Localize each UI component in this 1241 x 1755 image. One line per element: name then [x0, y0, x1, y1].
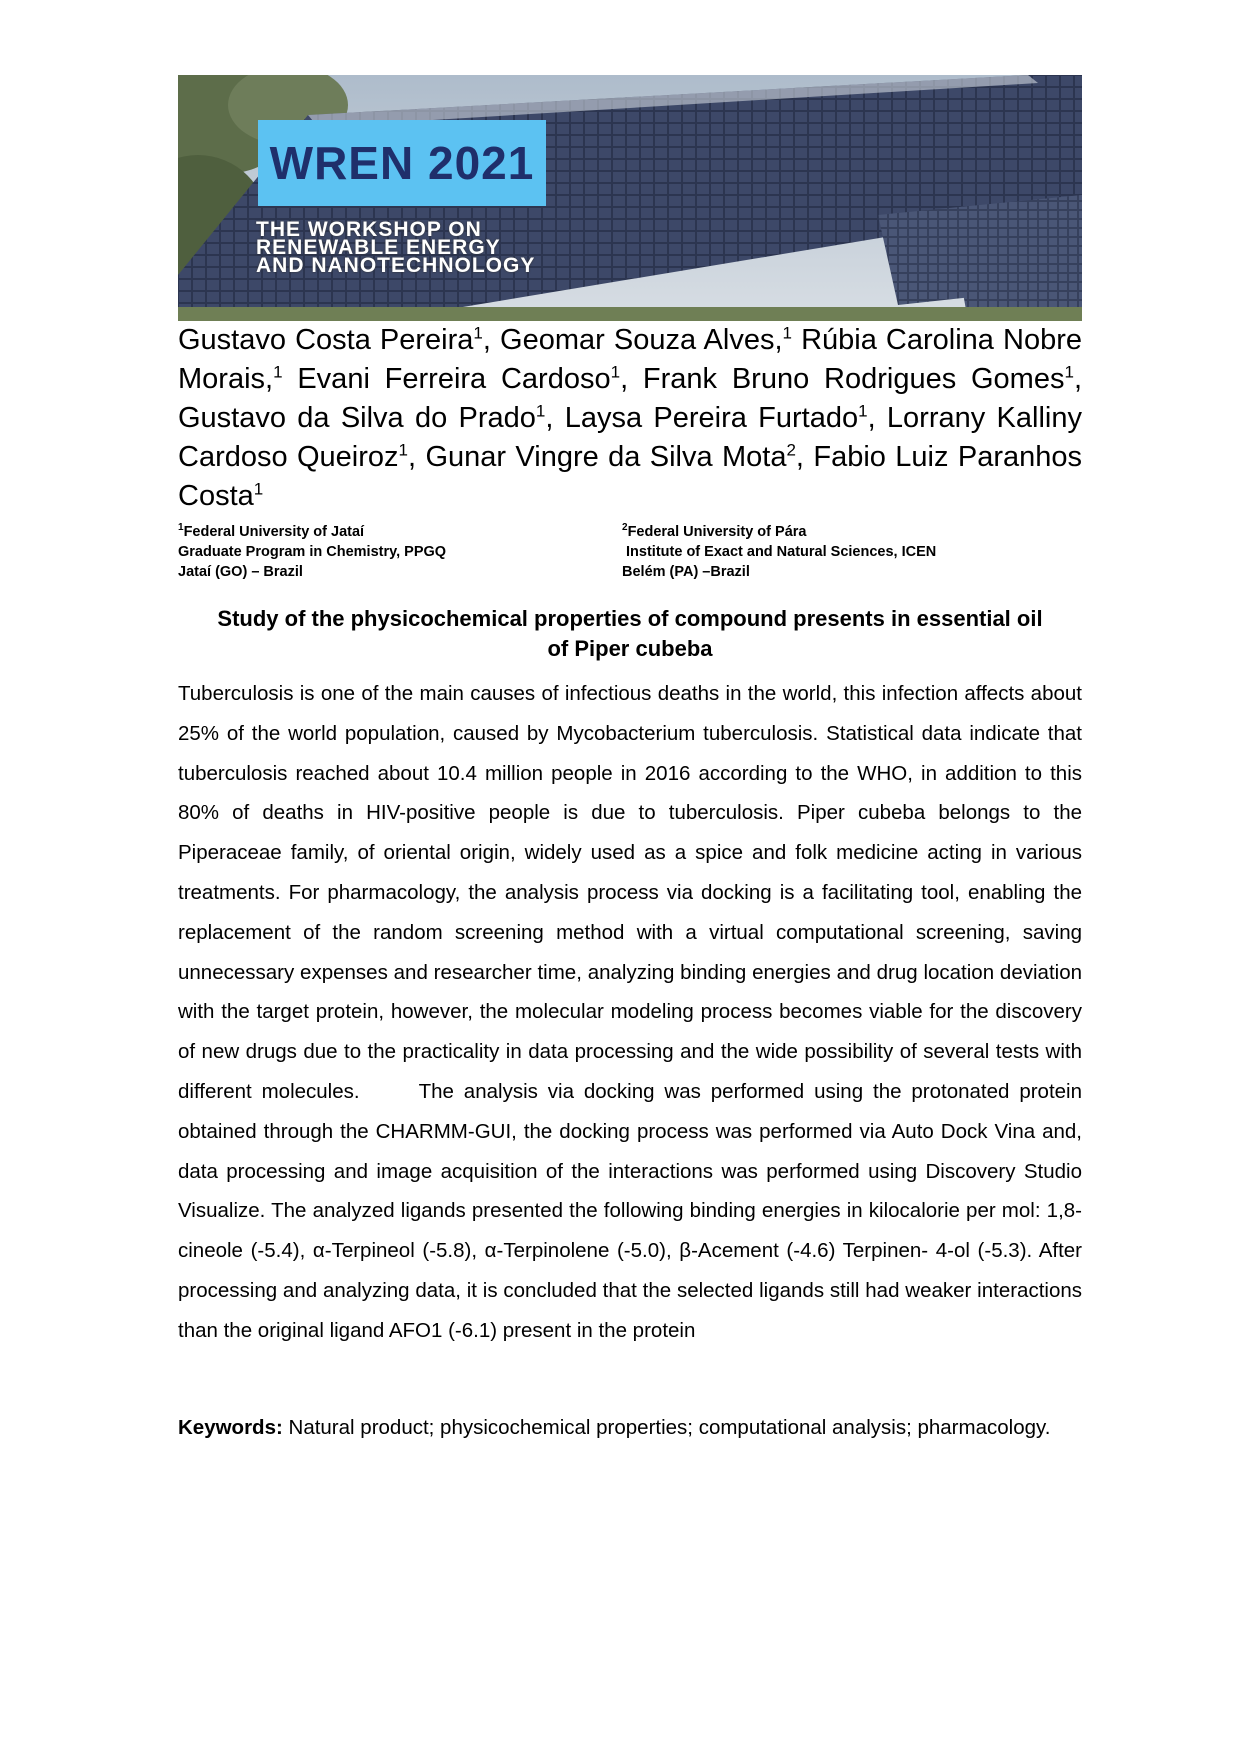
affiliation-program: Graduate Program in Chemistry, PPGQ — [178, 544, 447, 560]
banner-subtitle-line: THE WORKSHOP ON — [256, 218, 482, 241]
author-name: Lorrany Kalliny Cardoso Queiroz — [178, 402, 1082, 473]
author-affiliation-mark: 1 — [782, 323, 792, 343]
affiliation-program: Institute of Exact and Natural Sciences, ICEN — [622, 544, 937, 560]
affiliations — [178, 522, 1082, 582]
banner-subtitle-line: RENEWABLE ENERGY — [256, 236, 501, 259]
author-name: Gustavo Costa Pereira — [178, 324, 474, 356]
author-affiliation-mark: 1 — [398, 440, 409, 460]
affiliation-location: Jataí (GO) – Brazil — [178, 564, 303, 580]
author-affiliation-mark: 1 — [253, 479, 264, 499]
banner-subtitle-line: AND NANOTECHNOLOGY — [256, 254, 536, 277]
affiliation-university: Federal University of Jataí — [183, 524, 365, 540]
paper-title: Study of the physicochemical properties of compound presents in essential oil of Piper cubeba — [217, 606, 1043, 661]
affiliation-location: Belém (PA) –Brazil — [622, 564, 750, 580]
author-name: Frank Bruno Rodrigues Gomes — [642, 363, 1065, 395]
author-affiliation-mark: 1 — [473, 323, 483, 343]
author-affiliation-mark: 1 — [858, 401, 868, 421]
paper-page — [178, 75, 1082, 1443]
banner-title: WREN 2021 — [269, 137, 535, 189]
keywords — [178, 1413, 1082, 1443]
author-name: Gustavo da Silva do Prado — [178, 402, 536, 434]
keywords-text: Natural product; physicochemical properties; computational analysis; pharmacology. — [282, 1415, 1051, 1439]
author-affiliation-mark: 1 — [1064, 362, 1074, 382]
banner-subtitle — [256, 218, 736, 277]
author-affiliation-mark: 1 — [535, 401, 546, 421]
author-list: Gustavo Costa Pereira$^1$, Geomar Souza Alves,$^1$ Rúbia Carolina Nobre Morais,$^1$ Evani Ferreira Cardoso$^1$, Frank Bruno Rodrigues Gomes$^1$, Gustavo da Silva do Prado$^1$, Laysa Pereira Furtado$^1$, Lorrany Kalliny Cardoso Queiroz$^1$, Gunar Vingre da Silva Mota$^2$, Fabio Luiz Paranhos Costa$^1$ — [178, 323, 1082, 512]
author-affiliation-mark: 1 — [273, 362, 283, 382]
conference-banner — [178, 75, 1082, 321]
abstract-text: Tuberculosis is one of the main causes of infectious deaths in the world, this infection affects about 25% of the world population, caused by Mycobacterium tuberculosis. Statistical data indicate that tuberculosis reached about 10.4 million people in 2016 according to the WHO, in addition to this 80% of deaths in HIV-positive people is due to tuberculosis. Piper cubeba belongs to the Piperaceae family, of oriental origin, widely used as a spice and folk medicine acting in various treatments. For pharmacology, the analysis process via docking is a facilitating tool, enabling the replacement of the random screening method with a virtual computational screening, saving unnecessary expenses and researcher time, analyzing binding energies and drug location deviation with the target protein, however, the molecular modeling process becomes viable for the discovery of new drugs due to the practicality in data processing and the wide possibility of several tests with different molecules. The analysis via docking was performed using the protonated protein obtained through the CHARMM-GUI, the docking process was performed via Auto Dock Vina and, data processing and image acquisition of the interactions was performed using Discovery Studio Visualize. The analyzed ligands presented the following binding energies in kilocalorie per mol: 1,8-cineole (-5.4), α-Terpineol (-5.8), α-Terpinolene (-5.0), β-Acement (-4.6) Terpinen- 4-ol (-5.3). After processing and analyzing data, it is concluded that the selected ligands still had weaker interactions than the original ligand AFO1 (-6.1) present in the protein — [178, 682, 1082, 1342]
author-name: Geomar Souza Alves, — [500, 324, 783, 356]
affiliation-2: $^2$Federal University of Pára Institute of Exact and Natural Sciences, ICEN Belém (PA) –Brazil — [622, 522, 1082, 582]
author-name: Laysa Pereira Furtado — [564, 402, 859, 434]
affiliation-1: $^1$Federal University of Jataí Graduate Program in Chemistry, PPGQ Jataí (GO) – Brazil — [178, 522, 622, 582]
author-name: Rúbia Carolina Nobre Morais, — [178, 324, 1082, 395]
author-name: Fabio Luiz Paranhos Costa — [178, 441, 1082, 512]
author-affiliation-mark: 2 — [786, 440, 796, 460]
author-affiliation-mark: 1 — [610, 362, 621, 382]
affiliation-university: Federal University of Pára — [627, 524, 807, 540]
author-name: Gunar Vingre da Silva Mota — [425, 441, 787, 473]
author-name: Evani Ferreira Cardoso — [297, 363, 611, 395]
keywords-label: Keywords: — [178, 1415, 283, 1439]
